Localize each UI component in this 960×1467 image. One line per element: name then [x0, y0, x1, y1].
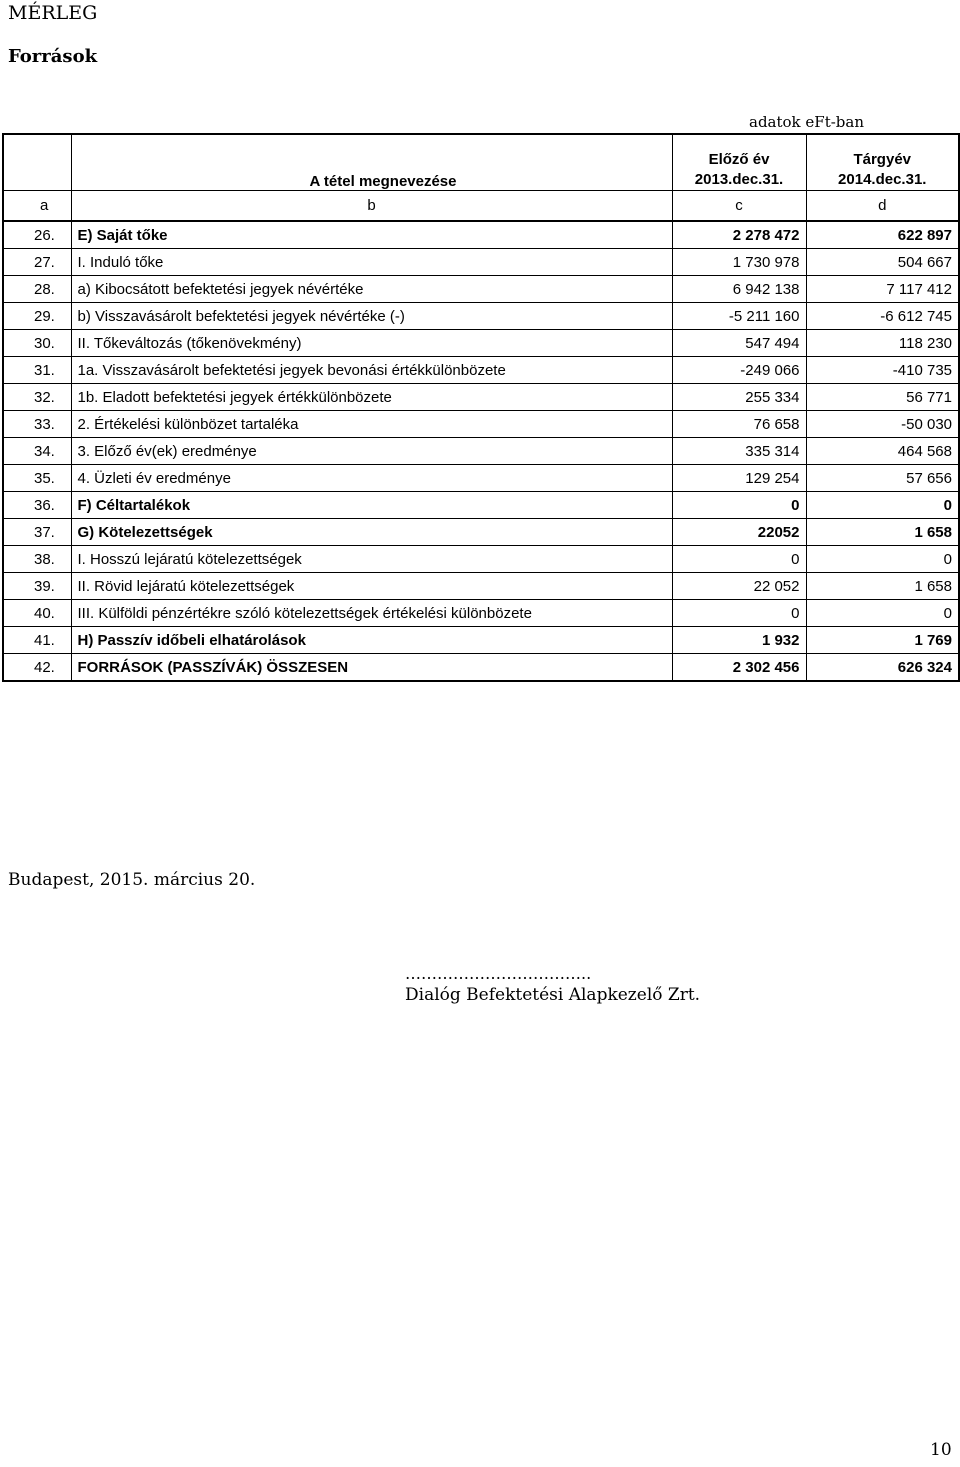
column-letter-c: c — [672, 191, 806, 222]
row-number: 33. — [3, 411, 71, 438]
row-label: a) Kibocsátott befektetési jegyek névértéke — [71, 276, 672, 303]
row-current-year-value: 622 897 — [806, 221, 959, 249]
table-row — [3, 438, 959, 465]
column-letter-b: b — [71, 191, 672, 222]
table-row — [3, 627, 959, 654]
row-label: 2. Értékelési különbözet tartaléka — [71, 411, 672, 438]
row-label: 1b. Eladott befektetési jegyek értékkülönbözete — [71, 384, 672, 411]
row-previous-year-value: 0 — [672, 600, 806, 627]
row-previous-year-value: 0 — [672, 546, 806, 573]
row-current-year-value: 56 771 — [806, 384, 959, 411]
row-previous-year-value: 2 302 456 — [672, 654, 806, 682]
row-current-year-value: -410 735 — [806, 357, 959, 384]
row-number: 28. — [3, 276, 71, 303]
row-current-year-value: 1 658 — [806, 519, 959, 546]
row-current-year-value: -6 612 745 — [806, 303, 959, 330]
row-previous-year-value: 22 052 — [672, 573, 806, 600]
header-previous-year-label: Előző év — [708, 151, 770, 168]
place-and-date: Budapest, 2015. március 20. — [8, 870, 256, 890]
table-row — [3, 411, 959, 438]
company-name: Dialóg Befektetési Alapkezelő Zrt. — [405, 985, 701, 1005]
row-current-year-value: 0 — [806, 546, 959, 573]
table-row — [3, 465, 959, 492]
header-previous-year — [672, 134, 806, 191]
table-row — [3, 546, 959, 573]
page-number: 10 — [930, 1440, 952, 1460]
table-row — [3, 519, 959, 546]
row-number: 40. — [3, 600, 71, 627]
row-current-year-value: 1 769 — [806, 627, 959, 654]
table-header-row — [3, 134, 959, 191]
row-number: 34. — [3, 438, 71, 465]
row-label: FORRÁSOK (PASSZÍVÁK) ÖSSZESEN — [71, 654, 672, 682]
row-label: I. Hosszú lejáratú kötelezettségek — [71, 546, 672, 573]
row-previous-year-value: 0 — [672, 492, 806, 519]
row-previous-year-value: 22052 — [672, 519, 806, 546]
row-label: II. Tőkeváltozás (tőkenövekmény) — [71, 330, 672, 357]
table-row — [3, 384, 959, 411]
signature-line: …………………………….. — [405, 964, 592, 983]
row-number: 38. — [3, 546, 71, 573]
row-previous-year-value: -5 211 160 — [672, 303, 806, 330]
table-row — [3, 303, 959, 330]
row-label: E) Saját tőke — [71, 221, 672, 249]
row-number: 36. — [3, 492, 71, 519]
row-label: G) Kötelezettségek — [71, 519, 672, 546]
row-current-year-value: 464 568 — [806, 438, 959, 465]
row-number: 32. — [3, 384, 71, 411]
row-previous-year-value: 1 730 978 — [672, 249, 806, 276]
table-row — [3, 654, 959, 682]
row-current-year-value: 1 658 — [806, 573, 959, 600]
row-number: 39. — [3, 573, 71, 600]
row-current-year-value: 0 — [806, 600, 959, 627]
row-previous-year-value: -249 066 — [672, 357, 806, 384]
row-number: 31. — [3, 357, 71, 384]
row-previous-year-value: 2 278 472 — [672, 221, 806, 249]
header-item-name: A tétel megnevezése — [71, 134, 672, 191]
section-title: Források — [8, 46, 98, 67]
row-label: H) Passzív időbeli elhatárolások — [71, 627, 672, 654]
row-number: 37. — [3, 519, 71, 546]
header-current-year — [806, 134, 959, 191]
row-current-year-value: 7 117 412 — [806, 276, 959, 303]
row-label: II. Rövid lejáratú kötelezettségek — [71, 573, 672, 600]
row-previous-year-value: 1 932 — [672, 627, 806, 654]
column-letter-row — [3, 191, 959, 222]
table-row — [3, 573, 959, 600]
row-current-year-value: -50 030 — [806, 411, 959, 438]
header-current-year-date: 2014.dec.31. — [838, 171, 927, 188]
row-previous-year-value: 547 494 — [672, 330, 806, 357]
header-current-year-label: Tárgyév — [853, 151, 912, 168]
document-title: MÉRLEG — [8, 2, 98, 24]
row-label: I. Induló tőke — [71, 249, 672, 276]
row-previous-year-value: 6 942 138 — [672, 276, 806, 303]
column-letter-d: d — [806, 191, 959, 222]
row-label: F) Céltartalékok — [71, 492, 672, 519]
unit-note: adatok eFt-ban — [749, 113, 864, 131]
row-number: 42. — [3, 654, 71, 682]
row-previous-year-value: 129 254 — [672, 465, 806, 492]
balance-sheet-table — [2, 133, 960, 682]
header-cell-a — [3, 134, 71, 191]
row-number: 27. — [3, 249, 71, 276]
column-letter-a: a — [3, 191, 71, 222]
table-row — [3, 249, 959, 276]
row-current-year-value: 57 656 — [806, 465, 959, 492]
row-number: 29. — [3, 303, 71, 330]
row-number: 26. — [3, 221, 71, 249]
row-current-year-value: 504 667 — [806, 249, 959, 276]
row-current-year-value: 626 324 — [806, 654, 959, 682]
row-label: 3. Előző év(ek) eredménye — [71, 438, 672, 465]
table-row — [3, 330, 959, 357]
row-label: III. Külföldi pénzértékre szóló kötelezettségek értékelési különbözete — [71, 600, 672, 627]
row-previous-year-value: 255 334 — [672, 384, 806, 411]
row-number: 41. — [3, 627, 71, 654]
table-row — [3, 357, 959, 384]
header-previous-year-date: 2013.dec.31. — [694, 171, 784, 188]
row-current-year-value: 0 — [806, 492, 959, 519]
row-previous-year-value: 76 658 — [672, 411, 806, 438]
row-number: 35. — [3, 465, 71, 492]
table-row — [3, 221, 959, 249]
row-number: 30. — [3, 330, 71, 357]
table-row — [3, 492, 959, 519]
row-previous-year-value: 335 314 — [672, 438, 806, 465]
table-row — [3, 276, 959, 303]
row-label: 1a. Visszavásárolt befektetési jegyek bevonási értékkülönbözete — [71, 357, 672, 384]
row-label: b) Visszavásárolt befektetési jegyek névértéke (-) — [71, 303, 672, 330]
row-current-year-value: 118 230 — [806, 330, 959, 357]
row-label: 4. Üzleti év eredménye — [71, 465, 672, 492]
table-row — [3, 600, 959, 627]
